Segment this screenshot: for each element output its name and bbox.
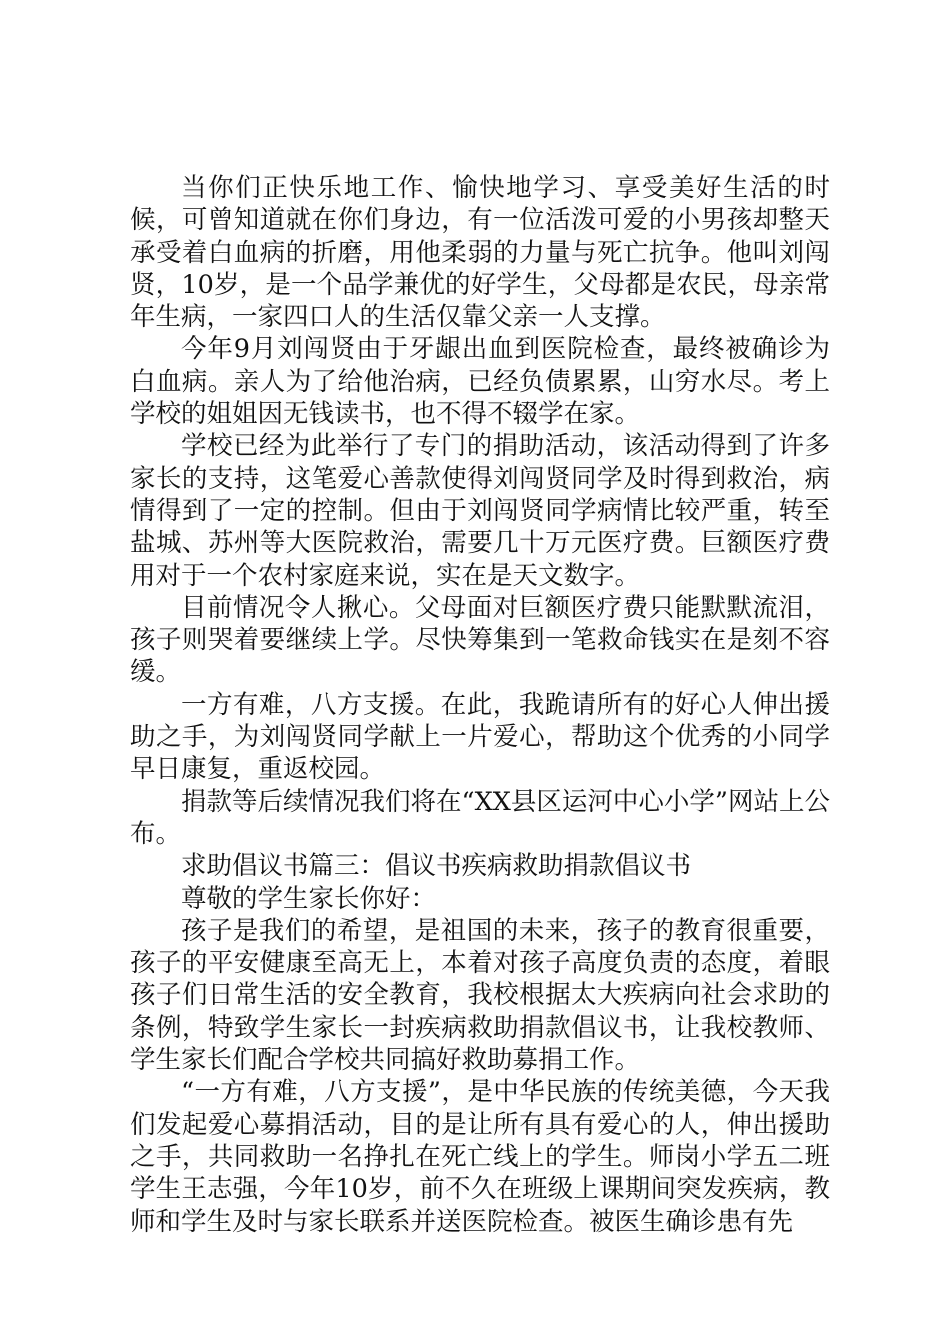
salutation: 尊敬的学生家长你好： bbox=[181, 883, 437, 914]
paragraph-children: 孩子是我们的希望，是祖国的未来，孩子的教育很重要，孩子的平安健康至高无上，本着对孩子高度负责的态度，着眼孩子们日常生活的安全教育，我校根据太大疾病向社会求助的条例，特致学生家长一封疾病救助捐款倡议书，让我校教师、学生家长们配合学校共同搞好救助募捐工作。 bbox=[130, 915, 830, 1076]
paragraph-announcement: 捐款等后续情况我们将在“XX县区运河中心小学”网站上公布。 bbox=[130, 786, 830, 849]
paragraph-diagnosis: 今年9月刘闯贤由于牙龈出血到医院检查，最终被确诊为白血病。亲人为了给他治病，已经负债累累，山穷水尽。考上学校的姐姐因无钱读书，也不得不辍学在家。 bbox=[130, 334, 830, 430]
paragraph-situation: 目前情况令人揪心。父母面对巨额医疗费只能默默流泪，孩子则哭着要继续上学。尽快筹集到一笔救命钱实在是刻不容缓。 bbox=[130, 592, 830, 688]
paragraph-appeal: 一方有难，八方支援。在此，我跪请所有的好心人伸出援助之手，为刘闯贤同学献上一片爱心，帮助这个优秀的小同学早日康复，重返校园。 bbox=[130, 689, 830, 785]
paragraph-intro: 当你们正快乐地工作、愉快地学习、享受美好生活的时候，可曾知道就在你们身边，有一位活泼可爱的小男孩却整天承受着白血病的折磨，用他柔弱的力量与死亡抗争。他叫刘闯贤，10岁，是一个品学兼优的好学生，父母都是农民，母亲常年生病，一家四口人的生活仅靠父亲一人支撑。 bbox=[130, 173, 830, 333]
paragraph-fundraising: “一方有难，八方支援”，是中华民族的传统美德，今天我们发起爱心募捐活动，目的是让所有具有爱心的人，伸出援助之手，共同救助一名挣扎在死亡线上的学生。师岗小学五二班学生王志强，今年10岁，前不久在班级上课期间突发疾病，教师和学生及时与家长联系并送医院检查。被医生确诊患有先 bbox=[130, 1077, 830, 1237]
section-heading: 求助倡议书篇三：倡议书疾病救助捐款倡议书 bbox=[181, 851, 692, 882]
paragraph-school-donation: 学校已经为此举行了专门的捐助活动，该活动得到了许多家长的支持，这笔爱心善款使得刘闯贤同学及时得到救治，病情得到了一定的控制。但由于刘闯贤同学病情比较严重，转至盐城、苏州等大医院救治，需要几十万元医疗费。巨额医疗费用对于一个农村家庭来说，实在是天文数字。 bbox=[130, 431, 830, 591]
document-body bbox=[130, 172, 830, 1238]
